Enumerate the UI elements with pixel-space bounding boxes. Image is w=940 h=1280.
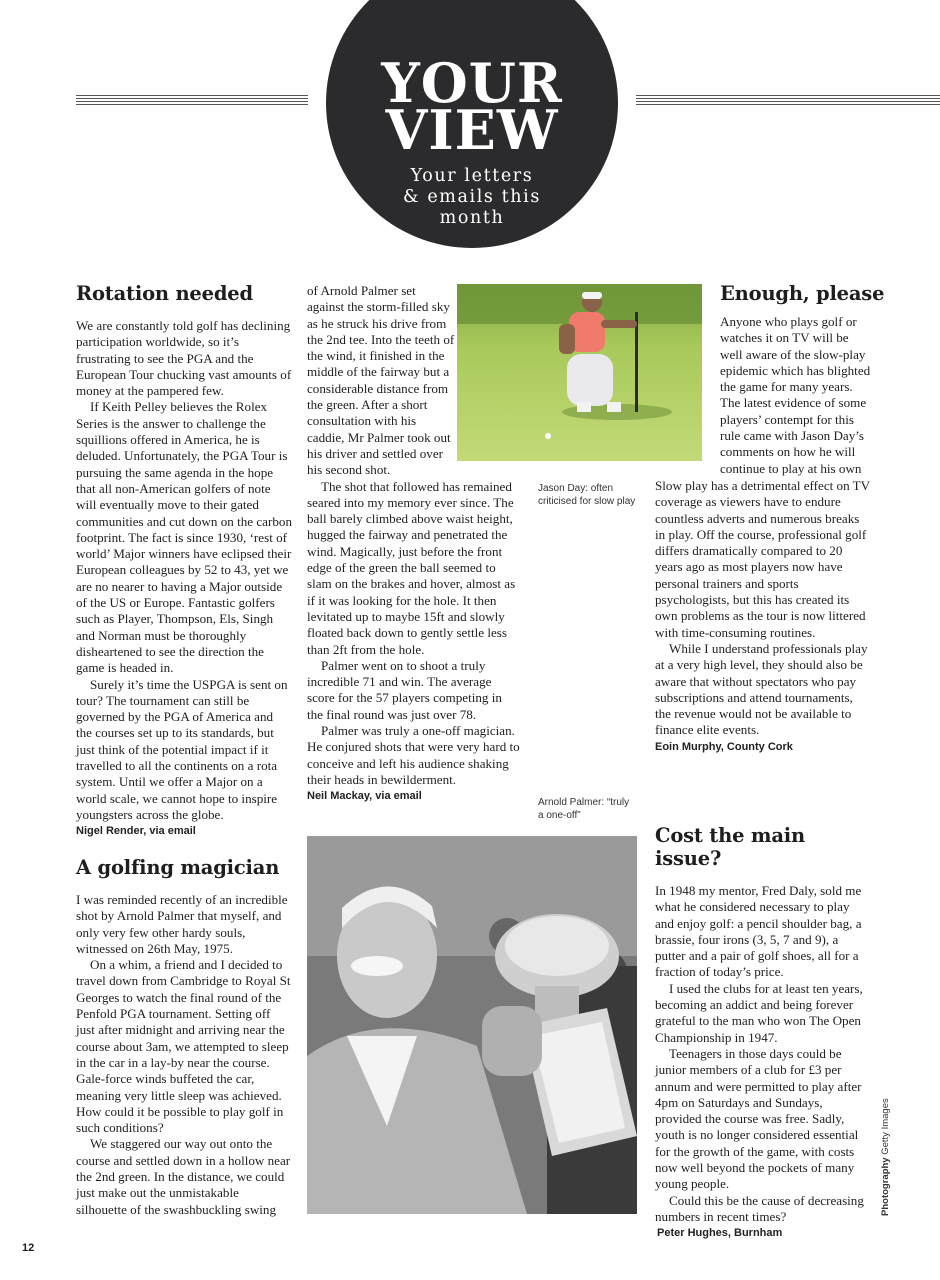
letter-cost — [655, 824, 871, 1239]
palmer-caption: Arnold Palmer: “truly a one-off” — [538, 797, 630, 821]
letter-rotation — [76, 282, 292, 837]
letter-body: of Arnold Palmer set against the storm-filled sky as he struck his drive from the 2nd tee. Into the teeth of the wind, it finished in the middle of the fairway but a considerable distance from the green. After a short consultation with his caddie, Mr Palmer took out his driver and settled over his second shot. The shot that followed has remained seared into my memory ever since. The ball barely climbed above waist height, hugged the fairway and penetrated the wind. Magically, just before the front edge of the green the ball seemed to slam on the brakes and hover, almost as if it was looking for the hole. It then levitated up to maybe 15ft and slowly floated back down to gently settle less than 2ft from the hole. Palmer went on to shoot a truly incredible 71 and win. The average score for the 57 players competing in the final round was just over 78. Palmer was truly a one-off magician. He conjured shots that were very hard to conceive and left his audience shaking their heads in bewilderment. — [307, 283, 520, 787]
arnold-palmer-photo — [307, 836, 637, 1214]
page-number: 12 — [22, 1242, 35, 1254]
masthead-rule-left — [76, 95, 308, 107]
letter-signature: Neil Mackay, via email — [307, 790, 422, 803]
photo-credit: Photography Getty Images — [880, 1098, 891, 1216]
letter-heading: Enough, please — [720, 282, 885, 305]
letter-body: I was reminded recently of an incredible shot by Arnold Palmer that myself, and only very few other hardy souls, witnessed on 26th May, 1975. On a whim, a friend and I decided to travel down from Cambridge to Royal St Georges to watch the final round of the Penfold PGA tournament. Setting off just after midnight and arriving near the course about 3am, we attempted to sleep in the car in a lay-by near the course. Gale-force winds buffeted the car, meaning very little sleep was achieved. How could it be possible to play golf in such conditions? We staggered our way out onto the course and settled down in a hollow near the 2nd green. In the distance, we could just make out the unmistakable silhouette of the swashbuckling swing — [76, 892, 291, 1217]
letter-signature: Peter Hughes, Burnham — [657, 1227, 783, 1240]
letter-body: We are constantly told golf has declining participation worldwide, so it’s frustrating to see the PGA and the European Tour chucking vast amounts of money at the pampered few. If Keith Pelley believes the Rolex Series is the answer to challenge the squillions offered in America, he is deluded. Unfortunately, the PGA Tour is pursuing the same agenda in the hope that all non-American golfers of note will eventually move to their gated communities and cut down on the carbon footprint. The fact is since 1930, ‘rest of world’ Major winners have eclipsed their European colleagues by 52 to 43, yet we are no nearer to having a Major outside of the US or Europe. Fantastic golfers such as Player, Thompson, Els, Singh and Norman must be thoroughly disheartened to see the direction the game is headed in. Surely it’s time the USPGA is sent on tour? The tournament can still be governed by the PGA of America and the courses set up to its standards, but just think of the potential impact if it travelled to all the continents on a rota system. Until we offer a Major on a world scale, we cannot hope to inspire youngsters across the globe. — [76, 318, 292, 822]
letter-enough-body — [655, 314, 871, 477]
letter-heading: A golfing magician — [76, 856, 280, 879]
letter-heading: Rotation needed — [76, 282, 253, 305]
letter-heading: Cost the main issue? — [655, 824, 805, 870]
masthead-subtitle: Your letters & emails this month — [403, 166, 541, 228]
letter-magician — [76, 856, 292, 1218]
letter-body: In 1948 my mentor, Fred Daly, sold me what he considered necessary to play and enjoy golf: a pencil shoulder bag, a brassie, four irons (3, 5, 7 and 9), a putter and a pair of golf shoes, all for a fraction of today’s price. I used the clubs for at least ten years, becoming an addict and being forever grateful to the man who won The Open Championship in 1947. Teenagers in those days could be junior members of a club for £3 per annum and were permitted to play after 4pm on Saturdays and Sundays, provided the course was free. Sadly, youth is no longer considered essential for the growth of the game, with costs now well beyond the pockets of many young people. Could this be the cause of decreasing numbers in recent times? — [655, 883, 864, 1224]
masthead-rule-right — [636, 95, 940, 107]
masthead-title: YOUR VIEW — [381, 51, 563, 162]
letter-enough-continued: Slow play has a detrimental effect on TV coverage as viewers have to endure countless adverts and numerous breaks in play. Off the course, professional golf differs dramatically compared to 20 years ago as most players now have personal trainers and sports psychologists, but this has created its own problems as the tour is now littered with time-consuming routines. While I understand professionals play at a very high level, they should also be aware that without spectators who pay subscriptions and attend tournaments, the revenue would not be available to finance elite events. Eoin Murphy, County Cork — [655, 478, 870, 753]
letter-signature: Nigel Render, via email — [76, 825, 196, 838]
letter-enough — [720, 282, 885, 318]
jason-day-caption: Jason Day: often criticised for slow play — [538, 483, 636, 507]
letter-body: Anyone who plays golf or watches it on TV will be well aware of the slow-play epidemic which has blighted the game for many years. The latest evidence of some players’ contempt for this rule came with Jason Day’s comments on how he will continue to play at his own — [720, 314, 871, 476]
letter-signature: Eoin Murphy, County Cork — [655, 740, 793, 753]
